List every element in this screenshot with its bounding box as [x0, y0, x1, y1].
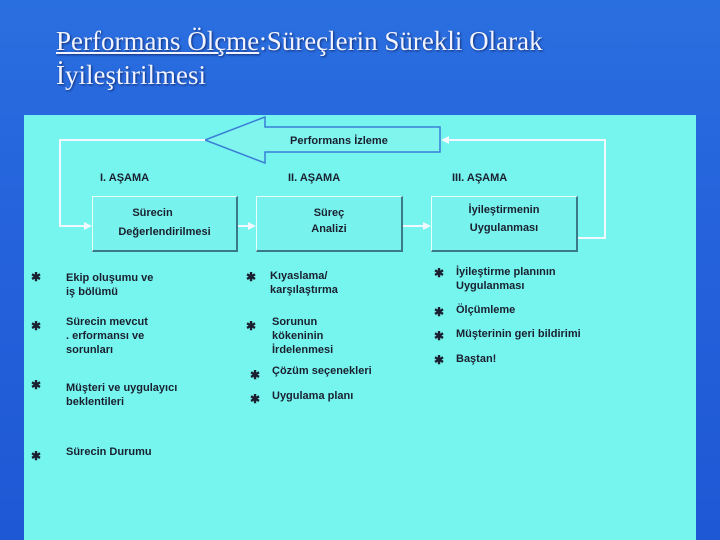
col3-item-3-line1: Müşterinin geri bildirimi	[456, 328, 581, 340]
stage-1-box	[92, 196, 238, 252]
bullet-icon: ✱	[250, 392, 261, 406]
col1-item-1-line1: Ekip oluşumu ve	[66, 272, 154, 284]
bullet-icon: ✱	[434, 266, 445, 280]
col3-item-4-line1: Baştan!	[456, 353, 497, 365]
col1-item-1-line2: iş bölümü	[66, 286, 118, 298]
title-underlined: Performans Ölçme	[56, 26, 260, 56]
col2-item-4-line1: Uygulama planı	[272, 390, 354, 402]
col1-item-2-line1: Sürecin mevcut	[66, 316, 148, 328]
stage-2-box-line2: Analizi	[311, 223, 347, 235]
col2-item-3	[272, 364, 372, 378]
col3-item-2	[456, 303, 515, 317]
col2-item-2-line3: İrdelenmesi	[272, 344, 334, 356]
bullet-icon: ✱	[31, 378, 42, 392]
connector-1-2-head	[248, 222, 256, 230]
col2-item-2	[272, 315, 333, 357]
col2-item-2-line1: Sorunun	[272, 316, 318, 328]
stage-2-box	[256, 196, 403, 252]
col2-item-1	[270, 269, 338, 297]
col2-item-4	[272, 389, 353, 403]
col3-item-1-line2: Uygulanması	[456, 280, 525, 292]
stage-3-box-line1: İyileştirmenin	[468, 204, 540, 216]
col1-item-1	[66, 271, 153, 299]
stage-2-box-line1: Süreç	[313, 207, 345, 219]
col3-item-1-line1: İyileştirme planının	[456, 266, 556, 278]
stage-3-box-line2: Uygulanması	[469, 222, 539, 234]
col1-item-2-line3: sorunları	[66, 344, 114, 356]
stage-2-label: II. AŞAMA	[288, 172, 341, 184]
col3-item-2-line1: Ölçümleme	[456, 304, 516, 316]
col2-item-1-line1: Kıyaslama/	[270, 270, 328, 282]
stage-3-label: III. AŞAMA	[452, 172, 508, 184]
col2-item-2-line2: kökeninin	[272, 330, 324, 342]
bullet-icon: ✱	[250, 368, 261, 382]
col2-item-3-line1: Çözüm seçenekleri	[272, 365, 372, 377]
stage-1-box-line1: Sürecin	[132, 207, 173, 219]
col1-item-4	[66, 445, 152, 459]
title-rest: :Süreçlerin Sürekli Olarak	[259, 26, 543, 56]
bullet-icon: ✱	[31, 449, 42, 463]
bullet-icon: ✱	[434, 353, 445, 367]
col3-item-1	[456, 265, 556, 293]
bullet-icon: ✱	[434, 329, 445, 343]
feedback-arrowhead-right	[441, 136, 449, 144]
col1-item-3-line1: Müşteri ve uygulayıcı	[66, 382, 178, 394]
col1-item-3	[66, 381, 177, 409]
col2-item-1-line2: karşılaştırma	[270, 284, 338, 296]
col1-item-2-line2: . erformansı ve	[66, 330, 145, 342]
stage-3-box	[431, 196, 578, 252]
col1-item-2	[66, 315, 148, 357]
bullet-icon: ✱	[246, 270, 257, 284]
bullet-icon: ✱	[434, 305, 445, 319]
bullet-icon: ✱	[31, 270, 42, 284]
title-line2: İyileştirilmesi	[56, 60, 206, 90]
stage-1-box-line2: Değerlendirilmesi	[118, 226, 211, 238]
feedback-arrowhead-left	[84, 222, 92, 230]
col1-item-4-line1: Sürecin Durumu	[66, 446, 152, 458]
col3-item-3	[456, 327, 581, 341]
bullet-icon: ✱	[246, 319, 257, 333]
col3-item-4	[456, 352, 496, 366]
connector-2-3-head	[423, 222, 431, 230]
stage-1-label: I. AŞAMA	[100, 172, 150, 184]
bullet-icon: ✱	[31, 319, 42, 333]
col1-item-3-line2: beklentileri	[66, 396, 125, 408]
performance-monitoring-label: Performans İzleme	[290, 135, 388, 147]
